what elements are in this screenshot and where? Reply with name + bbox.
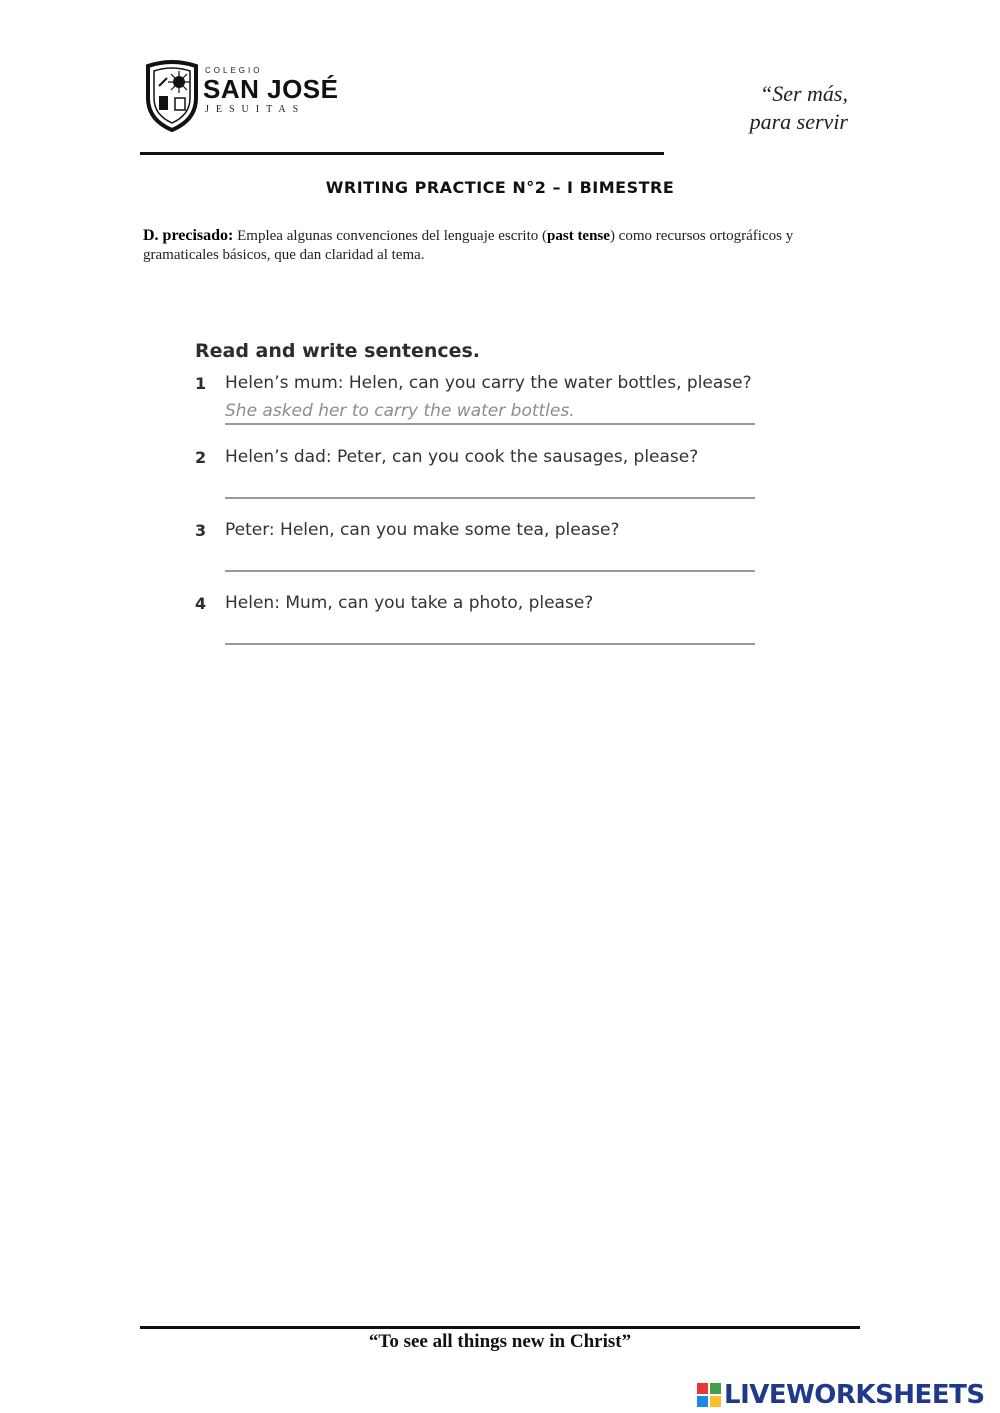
logo-small-text: COLEGIO: [205, 66, 263, 75]
competency-description: [143, 226, 863, 265]
liveworksheets-wordmark: LIVEWORKSHEETS: [724, 1380, 985, 1410]
item-prompt: Helen: Mum, can you take a photo, please?: [225, 593, 594, 613]
answer-line: [225, 497, 755, 499]
motto-line-2: para servir: [749, 109, 848, 134]
item-number: 1: [195, 374, 207, 393]
exercise-heading: Read and write sentences.: [195, 340, 481, 362]
logo-sub-text: JESUITAS: [205, 104, 306, 115]
description-bold-term: past tense: [547, 228, 610, 244]
logo-school-name: SAN JOSÉ: [203, 74, 339, 104]
header-divider: [140, 152, 664, 155]
exercise-item: [195, 448, 795, 508]
motto-line-1: “Ser más,: [759, 81, 848, 106]
liveworksheets-logo-icon: [697, 1383, 721, 1407]
shield-crest-icon: [143, 60, 201, 132]
answer-field[interactable]: She asked her to carry the water bottles.: [225, 401, 575, 421]
school-logo: [143, 60, 343, 132]
item-number: 3: [195, 521, 207, 540]
footer-divider: [140, 1326, 860, 1329]
item-prompt: Helen’s dad: Peter, can you cook the sausages, please?: [225, 447, 699, 467]
liveworksheets-brand: [697, 1380, 997, 1410]
description-text-before: Emplea algunas convenciones del lenguaje escrito (: [233, 228, 548, 244]
description-text-after: ) como recursos ortográficos y gramaticales básicos, que dan claridad al tema.: [143, 228, 794, 263]
exercise-item: [195, 374, 795, 434]
exercise-item: [195, 594, 795, 654]
item-prompt: Peter: Helen, can you make some tea, please?: [225, 520, 620, 540]
page-title: WRITING PRACTICE N°2 – I BIMESTRE: [325, 178, 675, 197]
item-prompt: Helen’s mum: Helen, can you carry the water bottles, please?: [225, 373, 752, 393]
answer-line: [225, 643, 755, 645]
footer-quote: “To see all things new in Christ”: [368, 1331, 632, 1352]
exercise-item: [195, 521, 795, 581]
description-label: D. precisado:: [143, 227, 234, 244]
item-number: 4: [195, 594, 207, 613]
item-number: 2: [195, 448, 207, 467]
answer-line: [225, 570, 755, 572]
school-motto: [700, 80, 848, 136]
answer-line: [225, 423, 755, 425]
